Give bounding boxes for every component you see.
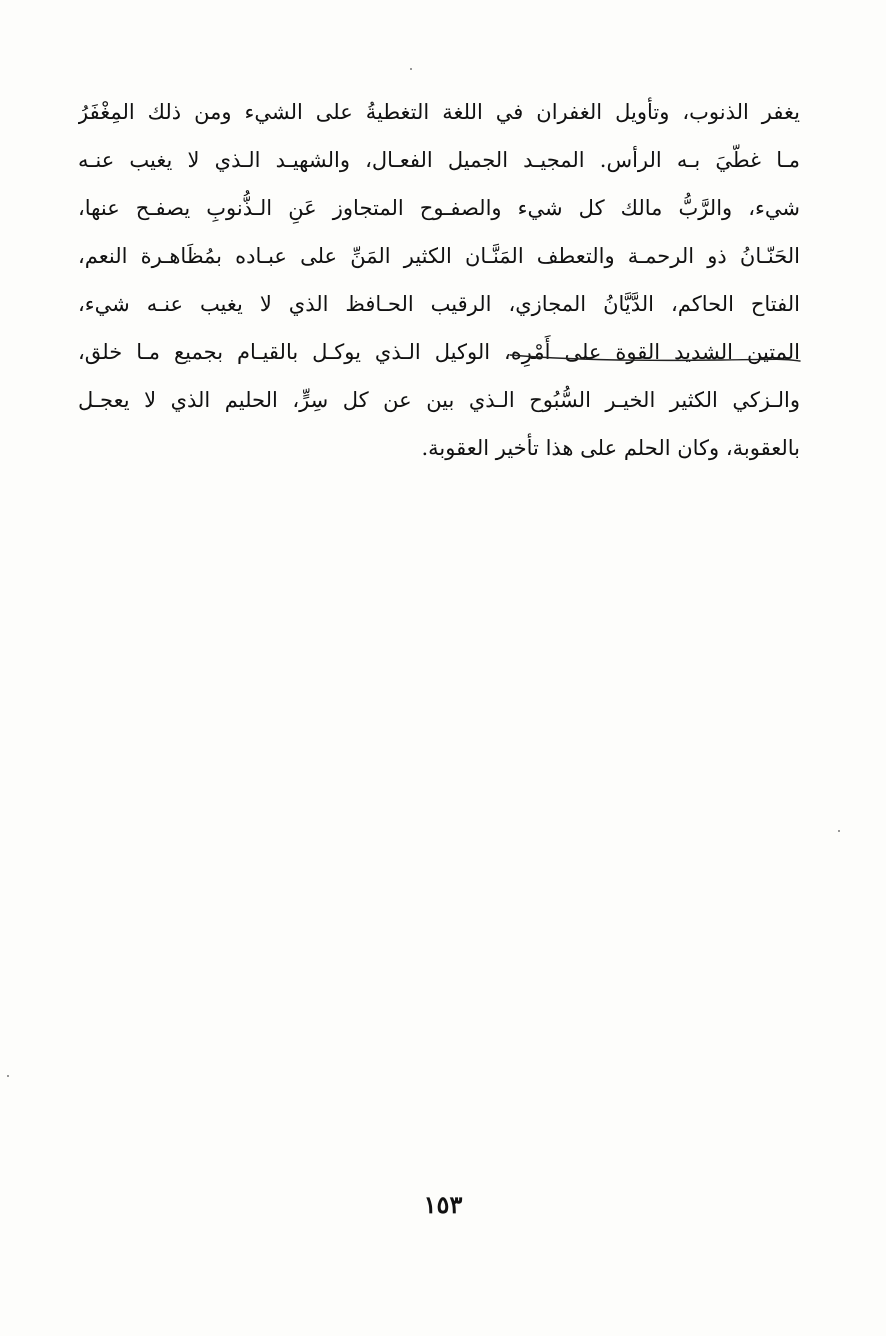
- page-number: ١٥٣: [423, 1190, 463, 1219]
- text-line: يغفر الذنوب، وتأويل الغفران في اللغة التغطيةُ على الشيء ومن ذلك المِغْفَرُ: [78, 100, 800, 124]
- scan-speck: [7, 1075, 9, 1077]
- text-line: بالعقوبة، وكان الحلم على هذا تأخير العقوبة.: [421, 436, 800, 460]
- handwritten-underline: [510, 351, 800, 365]
- text-line: مـا غطّيَ بـه الرأس. المجيـد الجميل الفعـال، والشهيـد الـذي لا يغيب عنـه: [78, 148, 800, 172]
- text-line: الفتاح الحاكم، الدَّيَّانُ المجازي، الرقيب الحـافظ الذي لا يغيب عنـه شيء،: [78, 292, 800, 316]
- text-line: والـزكي الكثير الخيـر السُّبُوح الـذي بين عن كل سِرٍّ، الحليم الذي لا يعجـل: [78, 388, 800, 412]
- text-line: المتين الشديد القوة على أَمْرِه، الوكيل الـذي يوكـل بالقيـام بجميع مـا خلق،: [78, 340, 800, 364]
- scan-speck: [838, 830, 840, 832]
- text-line: الحَنّـانُ ذو الرحمـة والتعطف المَنَّـان الكثير المَنِّ على عبـاده بمُظَاهـرة النعم،: [78, 244, 800, 268]
- text-line: شيء، والرَّبُّ مالك كل شيء والصفـوح المتجاوز عَنِ الـذُّنوبِ يصفـح عنها،: [78, 196, 800, 220]
- body-text: [78, 88, 800, 472]
- scan-speck: [410, 68, 412, 70]
